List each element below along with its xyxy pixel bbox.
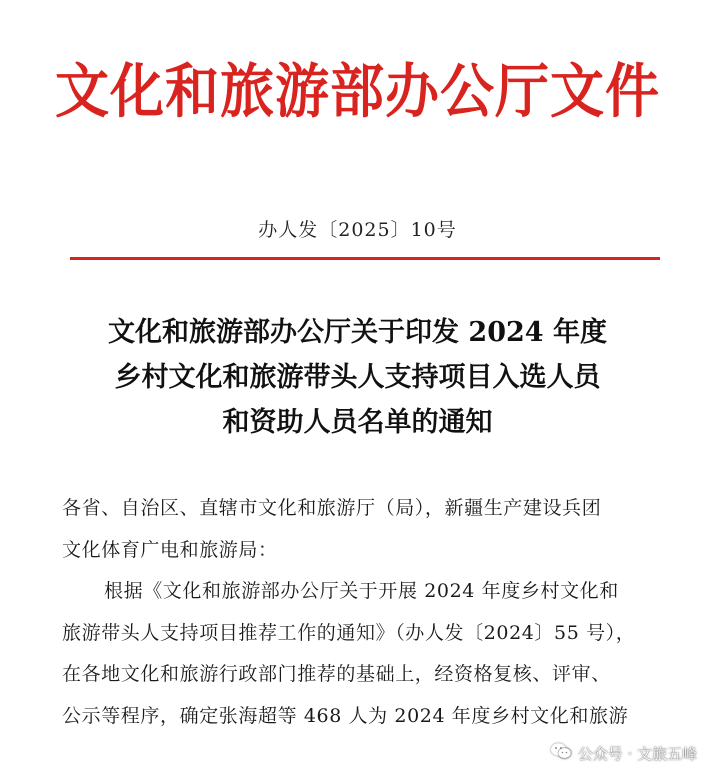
notice-title-line-1: 文化和旅游部办公厅关于印发 2024 年度 <box>108 317 607 348</box>
wechat-watermark <box>550 742 697 764</box>
wechat-icon <box>550 742 572 764</box>
notice-title-line-2: 乡村文化和旅游带头人支持项目入选人员 <box>114 362 601 393</box>
body-line-paragraph-4: 公示等程序，确定张海超等 468 人为 2024 年度乡村文化和旅游 <box>62 704 629 727</box>
body-line-paragraph-2: 旅游带头人支持项目推荐工作的通知》（办人发〔2024〕55 号）， <box>62 621 636 644</box>
body-line-paragraph-1: 根据《文化和旅游部办公厅关于开展 2024 年度乡村文化和 <box>104 580 619 602</box>
document-number: 办人发〔2025〕10号 <box>258 219 457 241</box>
document-header-title: 文化和旅游部办公厅文件 <box>55 56 660 126</box>
notice-body <box>62 488 662 737</box>
notice-title <box>0 310 715 445</box>
notice-title-line-3: 和资助人员名单的通知 <box>222 407 493 438</box>
body-line-paragraph-3: 在各地文化和旅游行政部门推荐的基础上，经资格复核、评审、 <box>62 663 611 685</box>
body-line-addressee-1: 各省、自治区、直辖市文化和旅游厅（局），新疆生产建设兵团 <box>62 497 602 519</box>
red-divider-line <box>70 257 660 260</box>
watermark-text: 公众号 · 文旅五峰 <box>577 744 697 763</box>
body-line-addressee-2: 文化体育广电和旅游局： <box>62 538 278 561</box>
